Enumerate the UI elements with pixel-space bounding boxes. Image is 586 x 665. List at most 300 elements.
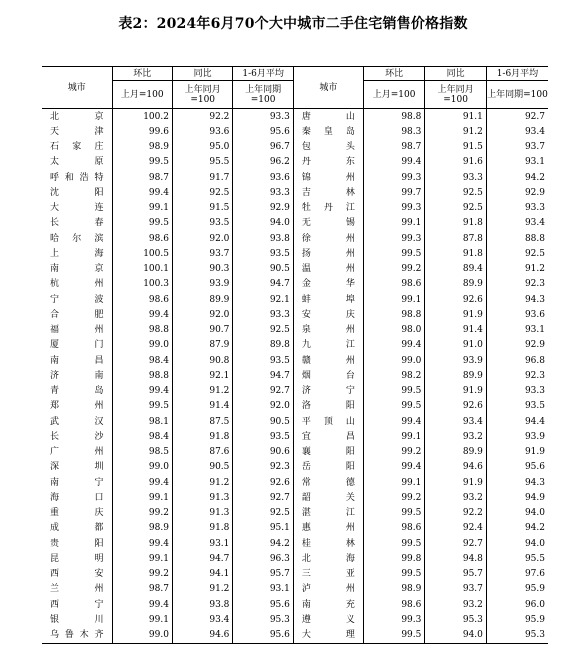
mom-cell: 100.5 (112, 246, 172, 261)
mom-cell: 99.5 (363, 506, 425, 521)
mom-cell: 99.4 (363, 155, 425, 170)
yoy-cell: 92.5 (172, 185, 232, 200)
table-row (42, 521, 548, 536)
mom-cell: 98.6 (363, 521, 425, 536)
yoy-cell: 95.7 (425, 567, 487, 582)
table-row (42, 124, 548, 139)
ytd-cell: 93.1 (233, 582, 293, 597)
ytd-cell: 94.9 (524, 492, 545, 503)
table-row (42, 551, 548, 566)
city-cell: 洛阳 (293, 399, 363, 414)
city-cell: 宜昌 (293, 429, 363, 444)
city-cell: 蚌埠 (293, 292, 363, 307)
city-cell: 牡丹江 (293, 201, 363, 216)
yoy-cell: 93.4 (172, 612, 232, 627)
ytd-cell: 92.7 (233, 384, 293, 399)
table-row (42, 490, 548, 505)
yoy-subheader-right: 上年同月=100 (425, 81, 487, 109)
mom-cell: 99.2 (363, 262, 425, 277)
ytd-cell: 95.7 (233, 567, 293, 582)
table-row (42, 292, 548, 307)
yoy-cell: 91.5 (172, 201, 232, 216)
mom-subheader-right: 上月=100 (363, 81, 425, 109)
mom-cell: 98.4 (112, 429, 172, 444)
mom-cell: 98.6 (112, 292, 172, 307)
mom-cell: 99.5 (363, 628, 425, 644)
mom-cell: 99.2 (112, 506, 172, 521)
yoy-cell: 91.2 (172, 582, 232, 597)
city-cell: 贵阳 (42, 536, 112, 551)
city-cell: 襄阳 (293, 445, 363, 460)
ytd-cell: 96.7 (233, 140, 293, 155)
ytd-cell: 91.9 (524, 447, 545, 458)
mom-cell: 98.0 (363, 323, 425, 338)
table-row (42, 368, 548, 383)
city-header-right: 城市 (293, 67, 363, 109)
mom-cell: 99.1 (363, 292, 425, 307)
yoy-cell: 91.8 (172, 429, 232, 444)
yoy-cell: 89.4 (425, 262, 487, 277)
mom-cell: 99.3 (363, 231, 425, 246)
table-row (42, 460, 548, 475)
table-row (42, 582, 548, 597)
ytd-cell: 93.6 (524, 309, 545, 320)
yoy-cell: 91.4 (172, 399, 232, 414)
mom-cell: 99.4 (363, 338, 425, 353)
yoy-subheader-left: 上年同月=100 (172, 81, 232, 109)
ytd-cell: 94.2 (524, 523, 545, 534)
table-row (42, 109, 548, 125)
mom-subheader-left: 上月=100 (112, 81, 172, 109)
ytd-cell: 95.3 (486, 628, 548, 644)
mom-cell: 98.9 (112, 521, 172, 536)
ytd-cell: 93.5 (233, 246, 293, 261)
city-cell: 桂林 (293, 536, 363, 551)
yoy-cell: 94.6 (172, 628, 232, 644)
mom-cell: 99.3 (363, 612, 425, 627)
mom-cell: 99.5 (363, 399, 425, 414)
city-cell: 南京 (42, 262, 112, 277)
ytd-cell: 92.3 (524, 279, 545, 290)
ytd-cell: 95.6 (233, 124, 293, 139)
mom-cell: 99.1 (363, 475, 425, 490)
mom-cell: 99.4 (112, 185, 172, 200)
yoy-cell: 93.7 (425, 582, 487, 597)
city-cell: 郑州 (42, 399, 112, 414)
table-row (42, 567, 548, 582)
yoy-cell: 91.2 (425, 124, 487, 139)
ytd-cell: 95.6 (524, 462, 545, 473)
ytd-cell: 93.9 (524, 431, 545, 442)
table-row (42, 277, 548, 292)
city-cell: 武汉 (42, 414, 112, 429)
city-cell: 宁波 (42, 292, 112, 307)
mom-header-right: 环比 (363, 67, 425, 81)
city-cell: 天津 (42, 124, 112, 139)
yoy-cell: 91.3 (172, 490, 232, 505)
yoy-cell: 87.9 (172, 338, 232, 353)
yoy-cell: 93.2 (425, 490, 487, 505)
city-cell: 合肥 (42, 307, 112, 322)
city-cell: 兰州 (42, 582, 112, 597)
city-cell: 三亚 (293, 567, 363, 582)
city-cell: 常德 (293, 475, 363, 490)
city-cell: 泉州 (293, 323, 363, 338)
city-cell: 吉林 (293, 185, 363, 200)
ytd-cell: 92.5 (524, 248, 545, 259)
mom-cell: 99.1 (363, 216, 425, 231)
ytd-cell: 93.1 (524, 157, 545, 168)
mom-cell: 99.6 (112, 124, 172, 139)
table-row (42, 612, 548, 627)
city-cell: 北海 (293, 551, 363, 566)
mom-cell: 98.6 (112, 231, 172, 246)
city-cell: 岳阳 (293, 460, 363, 475)
table-row (42, 216, 548, 231)
yoy-cell: 89.9 (425, 368, 487, 383)
city-cell: 烟台 (293, 368, 363, 383)
ytd-cell: 93.4 (524, 126, 545, 137)
mom-cell: 99.2 (363, 445, 425, 460)
yoy-cell: 91.6 (425, 155, 487, 170)
yoy-cell: 91.4 (425, 323, 487, 338)
mom-cell: 98.8 (112, 323, 172, 338)
mom-cell: 99.3 (363, 201, 425, 216)
mom-cell: 98.9 (363, 582, 425, 597)
mom-cell: 99.4 (363, 414, 425, 429)
city-cell: 南充 (293, 597, 363, 612)
city-cell: 重庆 (42, 506, 112, 521)
yoy-cell: 95.0 (172, 140, 232, 155)
city-cell: 哈尔滨 (42, 231, 112, 246)
city-cell: 温州 (293, 262, 363, 277)
city-cell: 南昌 (42, 353, 112, 368)
yoy-cell: 87.6 (172, 445, 232, 460)
yoy-cell: 94.1 (172, 567, 232, 582)
ytd-cell: 93.4 (524, 218, 545, 229)
table-row (42, 353, 548, 368)
yoy-cell: 92.6 (425, 292, 487, 307)
city-cell: 金华 (293, 277, 363, 292)
mom-cell: 99.5 (112, 155, 172, 170)
yoy-cell: 92.1 (172, 368, 232, 383)
ytd-cell: 96.8 (524, 355, 545, 366)
city-cell: 石家庄 (42, 140, 112, 155)
ytd-cell: 93.3 (233, 109, 293, 125)
yoy-cell: 92.5 (425, 185, 487, 200)
ytd-cell: 94.3 (524, 477, 545, 488)
mom-cell: 99.4 (112, 597, 172, 612)
mom-cell: 99.0 (112, 628, 172, 644)
ytd-cell: 95.9 (524, 614, 545, 625)
yoy-cell: 91.0 (425, 338, 487, 353)
city-cell: 徐州 (293, 231, 363, 246)
ytd-cell: 91.2 (524, 264, 545, 275)
mom-cell: 99.5 (112, 399, 172, 414)
ytd-cell: 92.6 (233, 475, 293, 490)
mom-cell: 99.7 (363, 185, 425, 200)
ytd-header-right: 1-6月平均 (486, 67, 548, 81)
ytd-cell: 92.3 (524, 370, 545, 381)
mom-cell: 99.4 (363, 460, 425, 475)
city-cell: 遵义 (293, 612, 363, 627)
table-row (42, 231, 548, 246)
mom-cell: 99.4 (112, 536, 172, 551)
yoy-cell: 94.6 (425, 460, 487, 475)
yoy-cell: 92.0 (172, 307, 232, 322)
ytd-cell: 92.1 (233, 292, 293, 307)
mom-cell: 98.6 (363, 277, 425, 292)
yoy-cell: 94.0 (425, 628, 487, 644)
city-cell: 南宁 (42, 475, 112, 490)
table-row (42, 399, 548, 414)
page-title: 表2：2024年6月70个大中城市二手住宅销售价格指数 (118, 16, 468, 32)
yoy-cell: 92.0 (172, 231, 232, 246)
table-row (42, 323, 548, 338)
mom-cell: 98.9 (112, 140, 172, 155)
mom-cell: 99.5 (363, 536, 425, 551)
ytd-cell: 93.5 (524, 401, 545, 412)
mom-cell: 100.2 (112, 109, 172, 125)
ytd-cell: 92.5 (233, 323, 293, 338)
ytd-cell: 97.6 (524, 569, 545, 580)
yoy-cell: 92.6 (425, 399, 487, 414)
city-cell: 西宁 (42, 597, 112, 612)
mom-cell: 99.1 (112, 490, 172, 505)
yoy-cell: 91.2 (172, 475, 232, 490)
yoy-cell: 90.5 (172, 460, 232, 475)
table-row (42, 445, 548, 460)
yoy-cell: 89.9 (425, 445, 487, 460)
mom-cell: 99.0 (363, 353, 425, 368)
table-row (42, 201, 548, 216)
mom-cell: 99.1 (112, 551, 172, 566)
yoy-cell: 91.9 (425, 384, 487, 399)
yoy-cell: 93.4 (425, 414, 487, 429)
mom-cell: 99.0 (112, 460, 172, 475)
ytd-cell: 88.8 (524, 233, 545, 244)
table-row (42, 170, 548, 185)
ytd-cell: 95.6 (233, 628, 293, 644)
yoy-cell: 95.3 (425, 612, 487, 627)
yoy-cell: 95.5 (172, 155, 232, 170)
city-header-left: 城市 (42, 67, 112, 109)
city-cell: 厦门 (42, 338, 112, 353)
city-cell: 长沙 (42, 429, 112, 444)
mom-cell: 99.1 (112, 612, 172, 627)
mom-cell: 99.4 (112, 307, 172, 322)
yoy-cell: 91.7 (172, 170, 232, 185)
table-row (42, 597, 548, 612)
table-row (42, 536, 548, 551)
ytd-cell: 89.8 (233, 338, 293, 353)
yoy-cell: 93.7 (172, 246, 232, 261)
city-cell: 广州 (42, 445, 112, 460)
yoy-cell: 93.9 (172, 277, 232, 292)
ytd-cell: 90.5 (233, 414, 293, 429)
yoy-cell: 93.1 (172, 536, 232, 551)
city-cell: 扬州 (293, 246, 363, 261)
ytd-cell: 90.5 (233, 262, 293, 277)
mom-cell: 98.2 (363, 368, 425, 383)
mom-cell: 98.5 (112, 445, 172, 460)
ytd-cell: 93.5 (233, 353, 293, 368)
yoy-header-right: 同比 (425, 67, 487, 81)
ytd-cell: 92.9 (524, 340, 545, 351)
mom-cell: 98.4 (112, 353, 172, 368)
mom-cell: 100.1 (112, 262, 172, 277)
ytd-cell: 92.3 (233, 460, 293, 475)
mom-cell: 99.2 (112, 567, 172, 582)
ytd-cell: 95.3 (233, 612, 293, 627)
yoy-cell: 91.5 (425, 140, 487, 155)
city-cell: 锦州 (293, 170, 363, 185)
mom-cell: 99.5 (363, 246, 425, 261)
yoy-cell: 87.8 (425, 231, 487, 246)
mom-cell: 99.1 (363, 429, 425, 444)
yoy-cell: 89.9 (425, 277, 487, 292)
table-row (42, 384, 548, 399)
table-row (42, 155, 548, 170)
ytd-cell: 94.7 (233, 277, 293, 292)
yoy-cell: 93.8 (172, 597, 232, 612)
city-cell: 丹东 (293, 155, 363, 170)
city-cell: 青岛 (42, 384, 112, 399)
city-cell: 济宁 (293, 384, 363, 399)
yoy-cell: 93.6 (172, 124, 232, 139)
ytd-subheader-left: 上年同期=100 (233, 81, 293, 109)
yoy-header-left: 同比 (172, 67, 232, 81)
yoy-cell: 91.8 (425, 216, 487, 231)
ytd-cell: 93.3 (233, 185, 293, 200)
table-row (42, 262, 548, 277)
city-cell: 济南 (42, 368, 112, 383)
ytd-cell: 96.2 (233, 155, 293, 170)
yoy-cell: 90.8 (172, 353, 232, 368)
ytd-cell: 94.2 (233, 536, 293, 551)
yoy-cell: 93.5 (172, 216, 232, 231)
mom-cell: 99.1 (112, 201, 172, 216)
mom-cell: 99.5 (363, 567, 425, 582)
mom-cell: 98.7 (112, 582, 172, 597)
ytd-cell: 90.6 (233, 445, 293, 460)
ytd-header-left: 1-6月平均 (233, 67, 293, 81)
mom-cell: 99.3 (363, 170, 425, 185)
mom-cell: 99.4 (112, 475, 172, 490)
yoy-cell: 91.1 (425, 109, 487, 125)
yoy-cell: 91.9 (425, 307, 487, 322)
ytd-cell: 95.5 (524, 553, 545, 564)
mom-cell: 98.7 (363, 140, 425, 155)
city-cell: 北京 (42, 109, 112, 125)
mom-cell: 99.5 (112, 216, 172, 231)
yoy-cell: 93.9 (425, 353, 487, 368)
city-cell: 银川 (42, 612, 112, 627)
yoy-cell: 94.8 (425, 551, 487, 566)
mom-cell: 98.8 (363, 109, 425, 125)
city-cell: 泸州 (293, 582, 363, 597)
ytd-cell: 96.3 (233, 551, 293, 566)
ytd-cell: 94.2 (524, 172, 545, 183)
city-cell: 无锡 (293, 216, 363, 231)
ytd-cell: 95.9 (524, 584, 545, 595)
ytd-cell: 93.3 (524, 386, 545, 397)
city-cell: 福州 (42, 323, 112, 338)
yoy-cell: 91.8 (425, 246, 487, 261)
ytd-subheader-right: 上年同期=100 (486, 81, 548, 109)
yoy-cell: 93.3 (425, 170, 487, 185)
mom-cell: 98.7 (112, 170, 172, 185)
ytd-cell: 94.0 (524, 508, 545, 519)
table-row (42, 506, 548, 521)
city-cell: 安庆 (293, 307, 363, 322)
ytd-cell: 92.7 (524, 111, 545, 122)
yoy-cell: 91.3 (172, 506, 232, 521)
ytd-cell: 95.6 (233, 597, 293, 612)
table-row (42, 246, 548, 261)
mom-cell: 99.8 (363, 551, 425, 566)
yoy-cell: 93.2 (425, 429, 487, 444)
city-cell: 平顶山 (293, 414, 363, 429)
ytd-cell: 93.5 (233, 429, 293, 444)
city-cell: 赣州 (293, 353, 363, 368)
ytd-cell: 92.5 (233, 506, 293, 521)
yoy-cell: 93.2 (425, 597, 487, 612)
city-cell: 深圳 (42, 460, 112, 475)
yoy-cell: 90.3 (172, 262, 232, 277)
table-row (42, 475, 548, 490)
city-cell: 成都 (42, 521, 112, 536)
table-row (42, 185, 548, 200)
mom-cell: 98.6 (363, 597, 425, 612)
mom-cell: 99.4 (112, 384, 172, 399)
ytd-cell: 95.1 (233, 521, 293, 536)
city-cell: 大理 (293, 628, 363, 644)
table-row (42, 414, 548, 429)
ytd-cell: 92.9 (524, 187, 545, 198)
table-body (42, 109, 548, 644)
yoy-cell: 92.2 (425, 506, 487, 521)
city-cell: 沈阳 (42, 185, 112, 200)
yoy-cell: 92.4 (425, 521, 487, 536)
mom-cell: 99.5 (363, 384, 425, 399)
ytd-cell: 96.0 (524, 599, 545, 610)
ytd-cell: 93.6 (233, 170, 293, 185)
yoy-cell: 87.5 (172, 414, 232, 429)
ytd-cell: 93.7 (524, 142, 545, 153)
city-cell: 包头 (293, 140, 363, 155)
ytd-cell: 93.8 (233, 231, 293, 246)
table-row (42, 140, 548, 155)
yoy-cell: 89.9 (172, 292, 232, 307)
ytd-cell: 92.7 (233, 490, 293, 505)
city-cell: 海口 (42, 490, 112, 505)
ytd-cell: 94.7 (233, 368, 293, 383)
yoy-cell: 92.5 (425, 201, 487, 216)
price-index-table (42, 66, 548, 644)
city-cell: 唐山 (293, 109, 363, 125)
ytd-cell: 92.0 (233, 399, 293, 414)
city-cell: 九江 (293, 338, 363, 353)
ytd-cell: 94.3 (524, 294, 545, 305)
mom-header-left: 环比 (112, 67, 172, 81)
ytd-cell: 94.0 (233, 216, 293, 231)
yoy-cell: 92.2 (172, 109, 232, 125)
city-cell: 杭州 (42, 277, 112, 292)
mom-cell: 100.3 (112, 277, 172, 292)
ytd-cell: 94.0 (524, 538, 545, 549)
city-cell: 惠州 (293, 521, 363, 536)
